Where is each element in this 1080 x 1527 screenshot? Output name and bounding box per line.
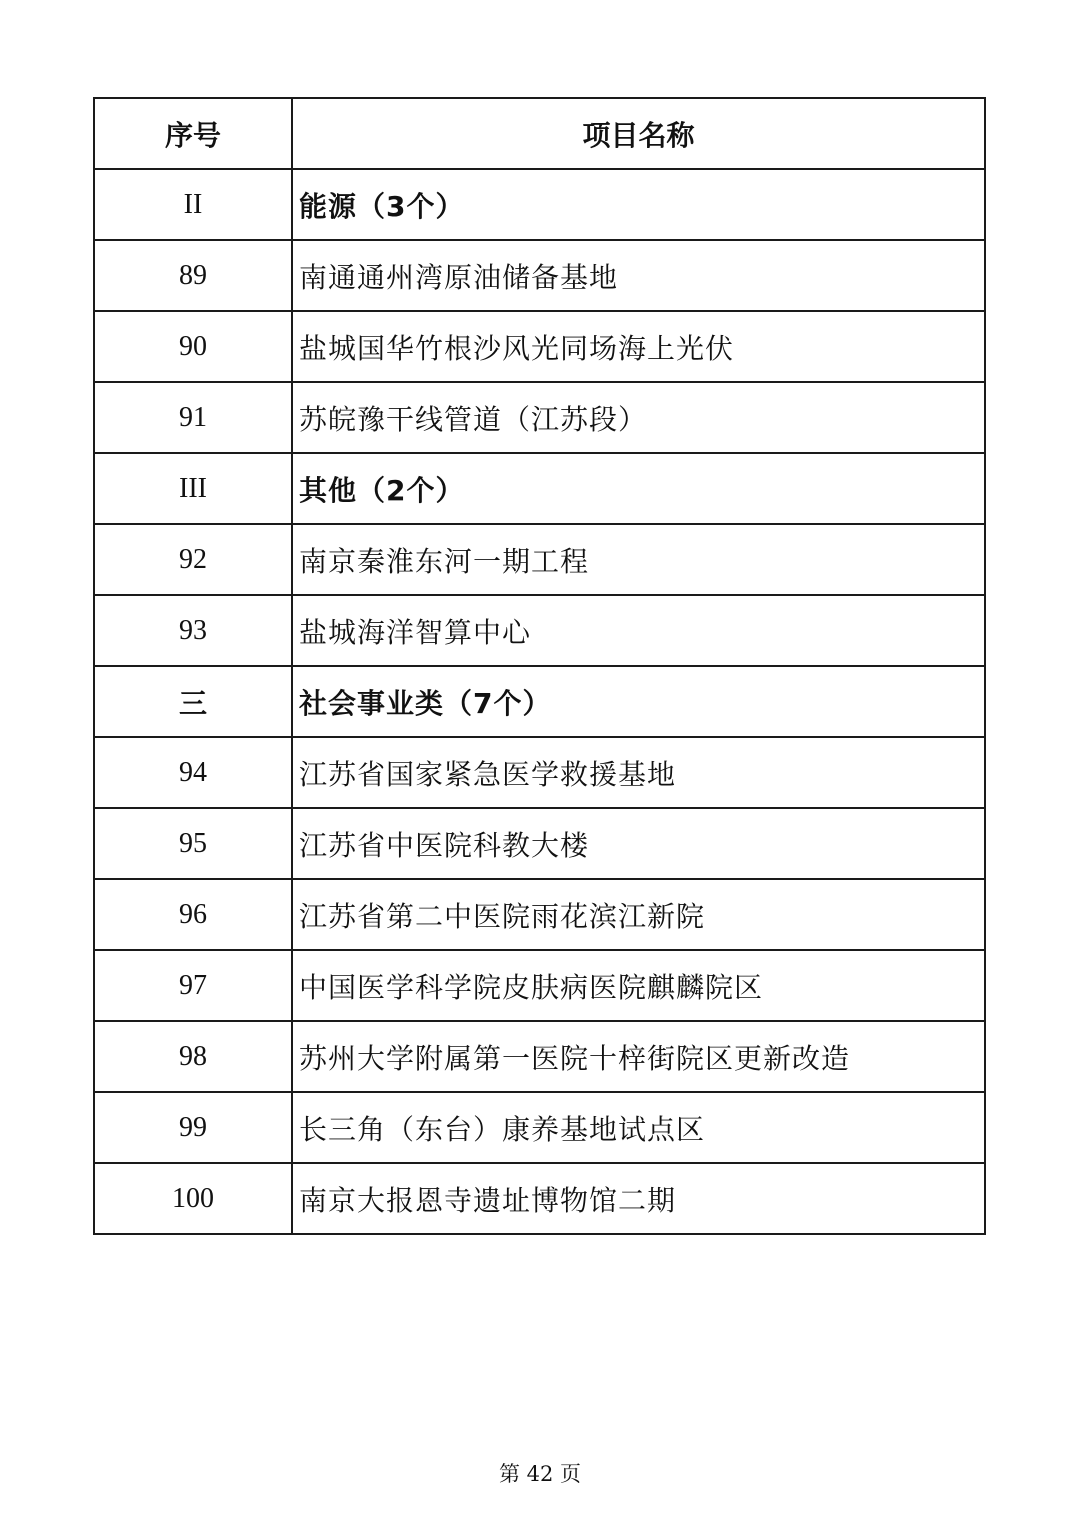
table-row bbox=[94, 666, 985, 737]
row-name: 苏皖豫干线管道（江苏段） bbox=[292, 382, 985, 453]
row-number: 96 bbox=[94, 879, 292, 950]
project-table-container bbox=[93, 97, 984, 1235]
table-row bbox=[94, 169, 985, 240]
page-number: 第 42 页 bbox=[498, 1462, 582, 1486]
row-name: 社会事业类（7个） bbox=[292, 666, 985, 737]
row-name: 南京秦淮东河一期工程 bbox=[292, 524, 985, 595]
table-row bbox=[94, 808, 985, 879]
row-number: 97 bbox=[94, 950, 292, 1021]
row-number: II bbox=[94, 169, 292, 240]
table-row bbox=[94, 595, 985, 666]
row-number: 99 bbox=[94, 1092, 292, 1163]
row-number: 89 bbox=[94, 240, 292, 311]
header-name: 项目名称 bbox=[292, 98, 985, 169]
table-row bbox=[94, 240, 985, 311]
row-name: 盐城国华竹根沙风光同场海上光伏 bbox=[292, 311, 985, 382]
table-body bbox=[94, 169, 985, 1234]
row-number: 95 bbox=[94, 808, 292, 879]
row-number: 98 bbox=[94, 1021, 292, 1092]
row-number: 90 bbox=[94, 311, 292, 382]
row-name: 苏州大学附属第一医院十梓街院区更新改造 bbox=[292, 1021, 985, 1092]
row-number: 94 bbox=[94, 737, 292, 808]
table-row bbox=[94, 453, 985, 524]
table-row bbox=[94, 382, 985, 453]
table-header-row bbox=[94, 98, 985, 169]
row-name: 能源（3个） bbox=[292, 169, 985, 240]
row-name: 盐城海洋智算中心 bbox=[292, 595, 985, 666]
table-row bbox=[94, 950, 985, 1021]
row-name: 江苏省第二中医院雨花滨江新院 bbox=[292, 879, 985, 950]
row-number: 92 bbox=[94, 524, 292, 595]
table-row bbox=[94, 524, 985, 595]
row-name: 其他（2个） bbox=[292, 453, 985, 524]
row-number: 三 bbox=[94, 666, 292, 737]
row-name: 江苏省国家紧急医学救援基地 bbox=[292, 737, 985, 808]
row-name: 中国医学科学院皮肤病医院麒麟院区 bbox=[292, 950, 985, 1021]
table-row bbox=[94, 879, 985, 950]
table-row bbox=[94, 1163, 985, 1234]
table-row bbox=[94, 737, 985, 808]
row-name: 南通通州湾原油储备基地 bbox=[292, 240, 985, 311]
table-row bbox=[94, 1092, 985, 1163]
row-name: 长三角（东台）康养基地试点区 bbox=[292, 1092, 985, 1163]
row-name: 南京大报恩寺遗址博物馆二期 bbox=[292, 1163, 985, 1234]
project-table bbox=[93, 97, 986, 1235]
table-row bbox=[94, 1021, 985, 1092]
table-row bbox=[94, 311, 985, 382]
row-number: III bbox=[94, 453, 292, 524]
row-name: 江苏省中医院科教大楼 bbox=[292, 808, 985, 879]
row-number: 93 bbox=[94, 595, 292, 666]
header-number: 序号 bbox=[94, 98, 292, 169]
row-number: 91 bbox=[94, 382, 292, 453]
row-number: 100 bbox=[94, 1163, 292, 1234]
